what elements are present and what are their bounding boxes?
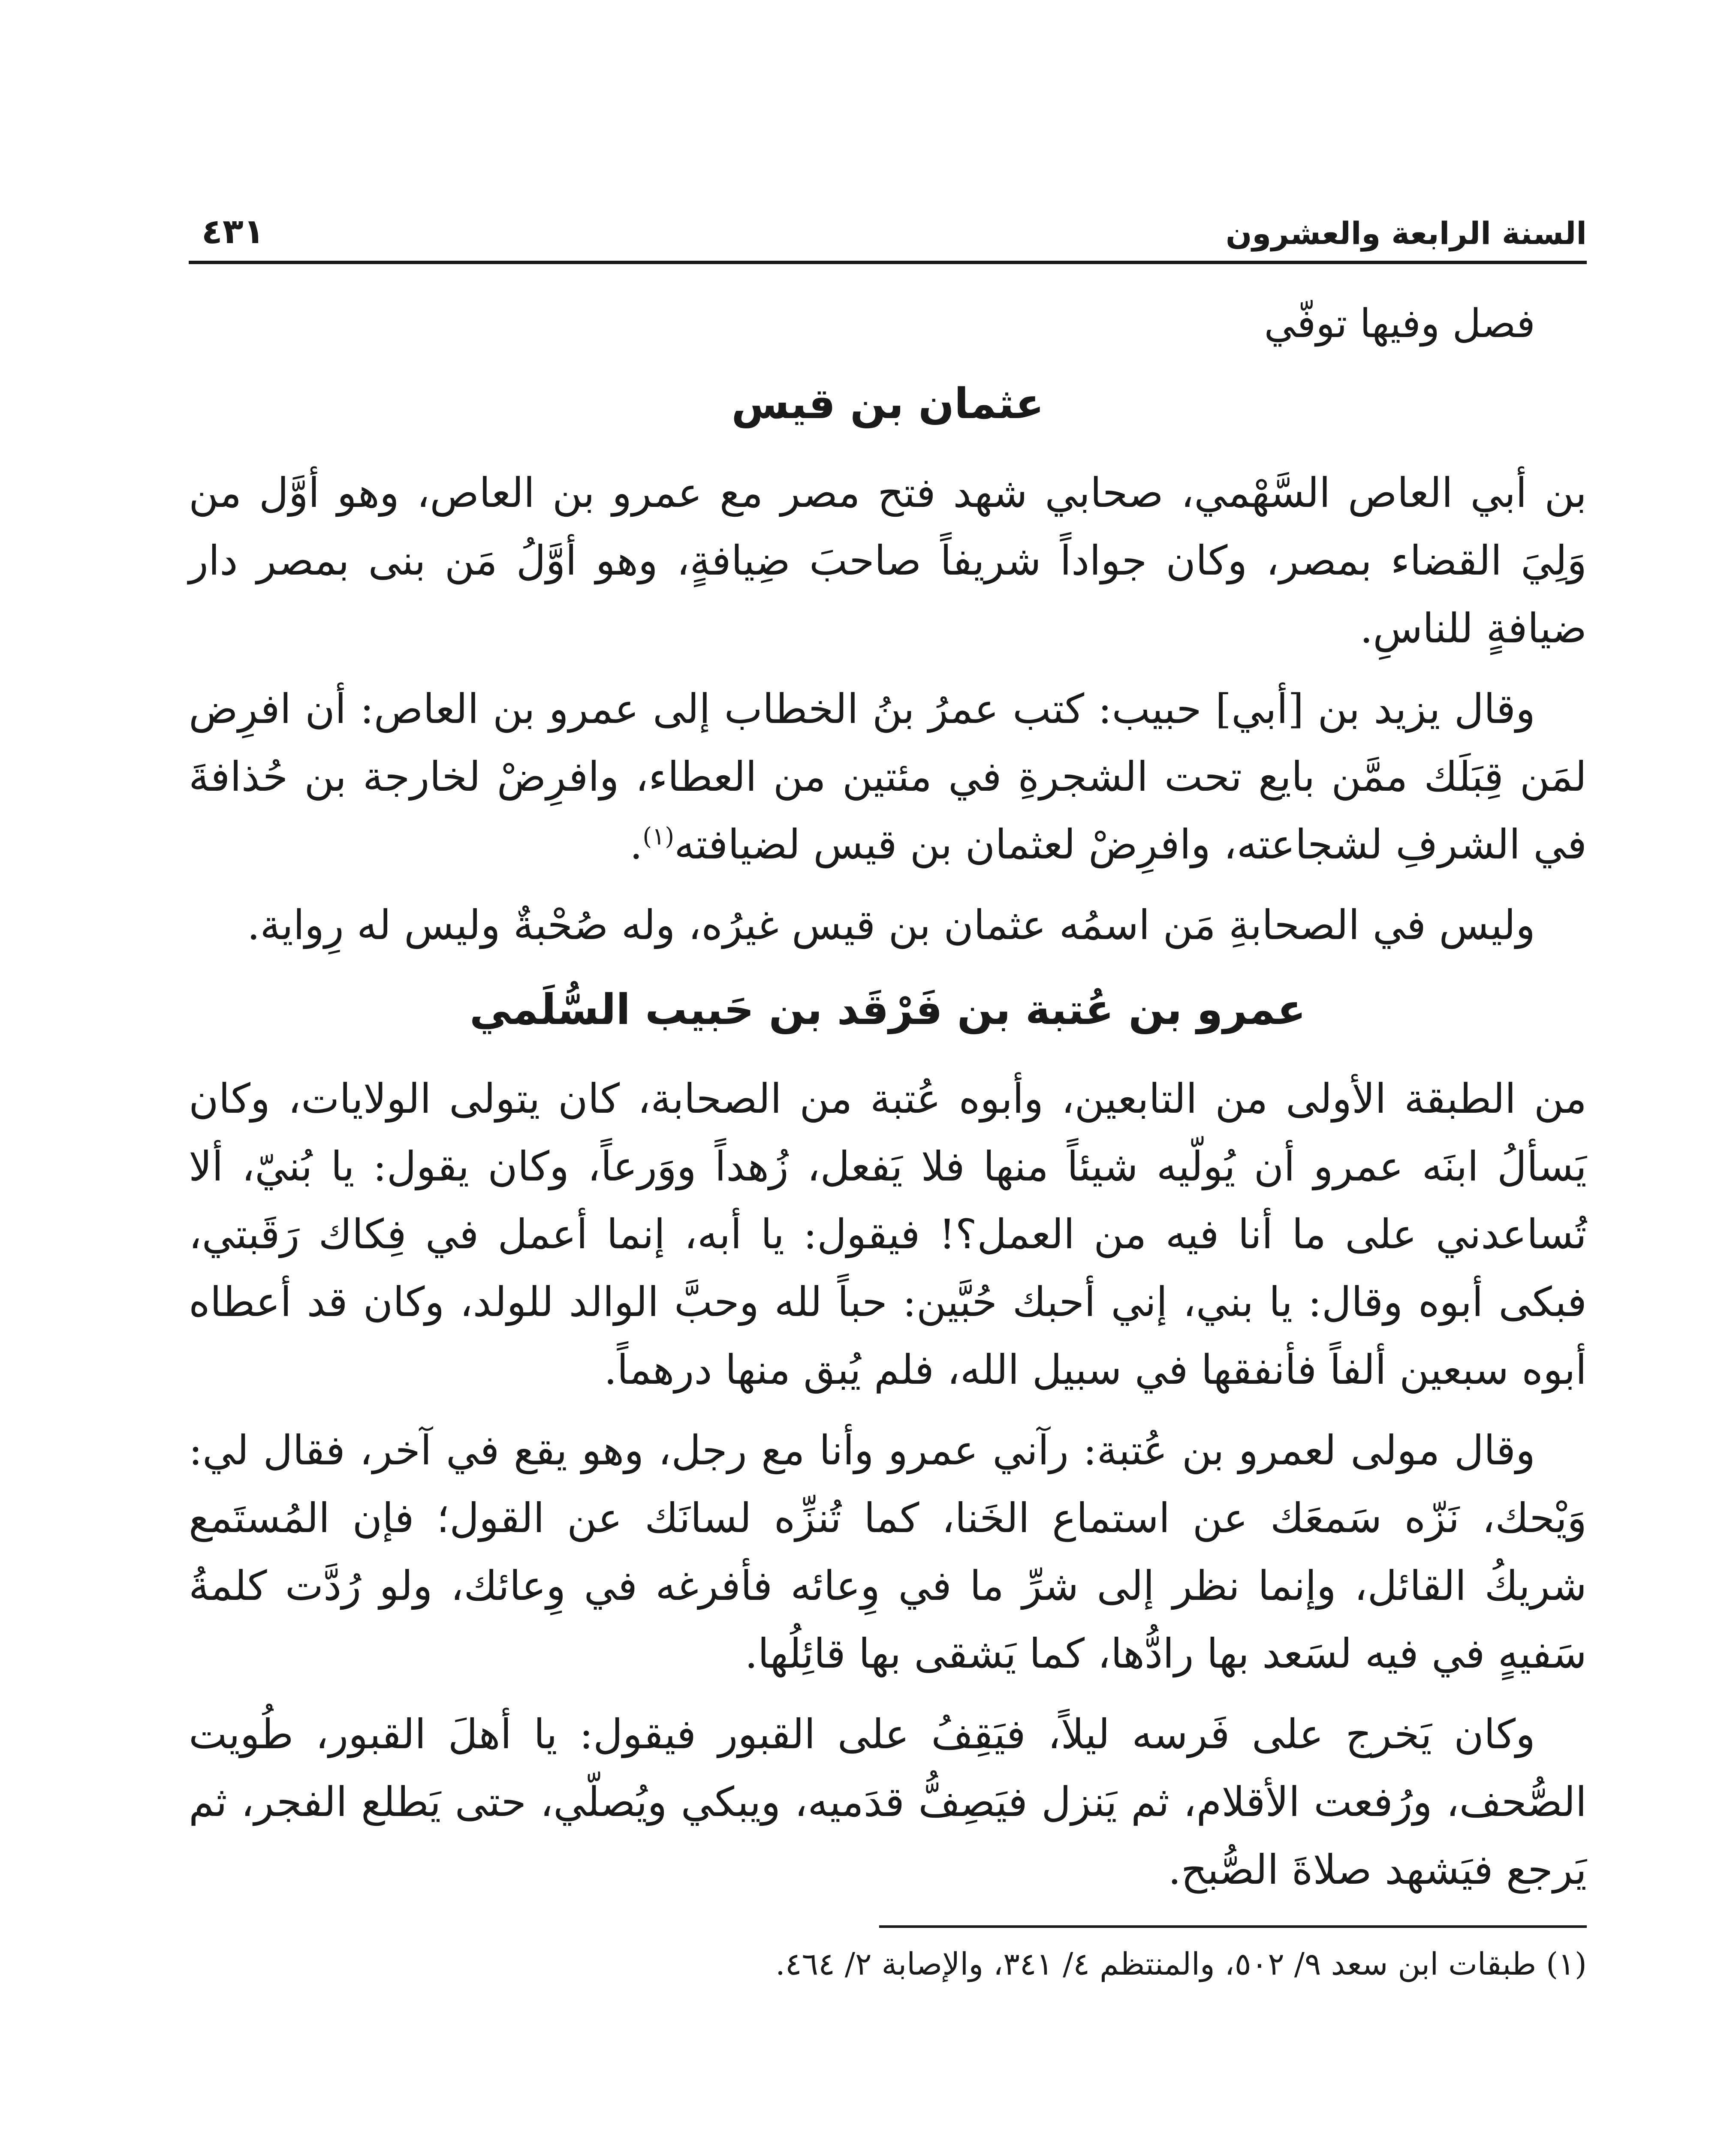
entry-title: عمرو بن عُتبة بن فَرْقَد بن حَبيب السُّلَمي bbox=[470, 985, 1306, 1035]
chapter-title: السنة الرابعة والعشرون bbox=[1225, 215, 1587, 251]
entry-paragraph: بن أبي العاص السَّهْمي، صحابي شهد فتح مصر مع عمرو بن العاص، وهو أوَّل من وَلِيَ القضاء بمصر، وكان جواداً شريفاً صاحبَ ضِيافةٍ، وهو أوَّلُ مَن بنى بمصر دار ضيافةٍ للناسِ. bbox=[189, 470, 1587, 653]
entry-paragraph: من الطبقة الأولى من التابعين، وأبوه عُتبة من الصحابة، كان يتولى الولايات، وكان يَسألُ ابنَه عمرو أن يُولّيه شيئاً منها فلا يَفعل، زُهداً ووَرعاً، وكان يقول: يا بُنيّ، ألا تُساعدني على ما أنا فيه من العمل؟! فيقول: يا أبه، إنما أعمل في فِكاك رَقَبتي، فبكى أبوه وقال: يا بني، إني أحبك حُبَّين: حباً لله وحبَّ الوالد للولد، وكان قد أعطاه أبوه سبعين ألفاً فأنفقها في سبيل الله، فلم يُبق منها درهماً. bbox=[189, 1075, 1587, 1394]
footnote-marker: (١) bbox=[642, 822, 675, 851]
book-page bbox=[189, 163, 1587, 2144]
page-number: ٤٣١ bbox=[202, 211, 265, 251]
entry-paragraph bbox=[189, 675, 1587, 879]
entry-uthman-ibn-qays bbox=[189, 375, 1587, 959]
entry-title: عثمان بن قيس bbox=[731, 379, 1044, 428]
entry-amr-ibn-utba bbox=[189, 981, 1587, 1904]
header-rule bbox=[189, 261, 1587, 264]
paragraph-end: . bbox=[630, 821, 643, 869]
entry-paragraph: وقال مولى لعمرو بن عُتبة: رآني عمرو وأنا مع رجل، وهو يقع في آخر، فقال لي: وَيْحك، نَزّه سَمعَك عن استماع الخَنا، كما تُنزِّه لسانَك عن القول؛ فإن المُستَمع شريكُ القائل، وإنما نظر إلى شرِّ ما في وِعائه فأفرغه في وِعائك، ولو رُدَّت كلمةُ سَفيهٍ في فيه لسَعد بها رادُّها، كما يَشقى بها قائِلُها. bbox=[189, 1427, 1587, 1678]
running-header bbox=[189, 163, 1587, 249]
footnote-rule bbox=[879, 1925, 1587, 1928]
section-label: فصل وفيها توفّي bbox=[1264, 301, 1535, 346]
entry-paragraph: وكان يَخرج على فَرسه ليلاً، فيَقِفُ على القبور فيقول: يا أهلَ القبور، طُويت الصُّحف، ورُفعت الأقلام، ثم يَنزل فيَصِفُّ قدَميه، ويبكي ويُصلّي، حتى يَطلع الفجر، ثم يَرجع فيَشهد صلاةَ الصُّبح. bbox=[189, 1711, 1587, 1894]
paragraph-text: وقال يزيد بن [أبي] حبيب: كتب عمرُ بنُ الخطاب إلى عمرو بن العاص: أن افرِض لمَن قِبَلَك ممَّن بايع تحت الشجرةِ في مئتين من العطاء، وافرِضْ لخارجة بن حُذافةَ في الشرفِ لشجاعته، وافرِضْ لعثمان بن قيس لضيافته bbox=[189, 686, 1587, 869]
entry-paragraph: وليس في الصحابةِ مَن اسمُه عثمان بن قيس غيرُه، وله صُحْبةٌ وليس له رِواية. bbox=[247, 902, 1535, 949]
footnote: (١) طبقات ابن سعد ٩/ ٥٠٢، والمنتظم ٤/ ٣٤١، والإصابة ٢/ ٤٦٤. bbox=[775, 1946, 1587, 1982]
